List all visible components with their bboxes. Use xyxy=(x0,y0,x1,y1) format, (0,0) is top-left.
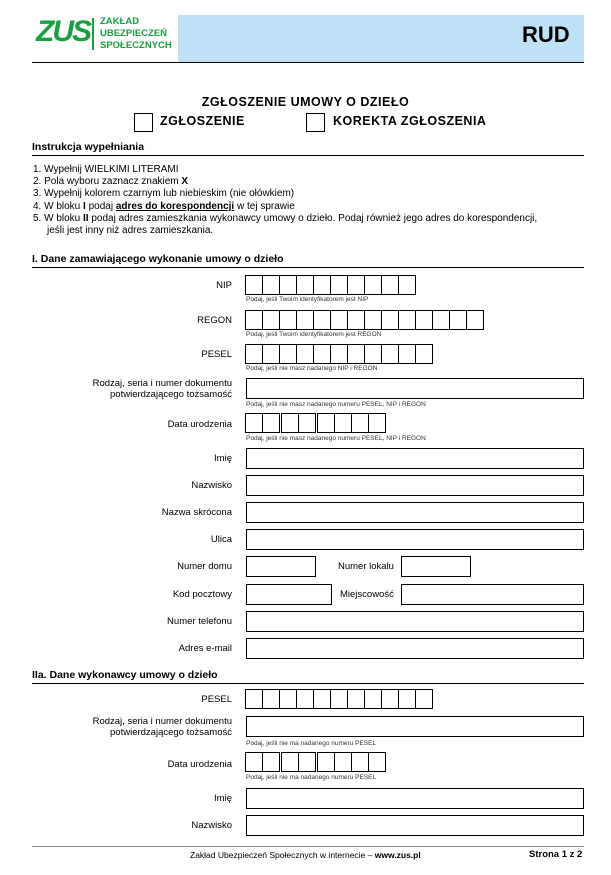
first-name-input[interactable] xyxy=(246,448,584,469)
input-cell[interactable] xyxy=(398,310,416,330)
input-cell[interactable] xyxy=(279,275,297,295)
input-cell[interactable] xyxy=(351,752,369,772)
input-cell[interactable] xyxy=(381,275,399,295)
instruction-item: 4. W bloku I podaj adres do korespondencji w tej sprawie xyxy=(33,200,295,212)
footer-divider xyxy=(32,846,584,847)
email-label: Adres e-mail xyxy=(178,643,232,654)
last-name-input[interactable] xyxy=(246,475,584,496)
nip-hint: Podaj, jeśli Twoim identyfikatorem jest NIP xyxy=(246,296,369,303)
logo-line-3: SPOŁECZNYCH xyxy=(100,40,172,51)
header-divider xyxy=(32,62,584,63)
input-cell[interactable] xyxy=(313,310,331,330)
footer-text: Zakład Ubezpieczeń Społecznych w internecie – www.zus.pl xyxy=(190,850,421,860)
contractor-first-name-input[interactable] xyxy=(246,788,584,809)
input-cell[interactable] xyxy=(398,344,416,364)
form-code: RUD xyxy=(522,22,570,47)
zgloszenie-label: ZGŁOSZENIE xyxy=(160,114,245,128)
input-cell[interactable] xyxy=(368,752,386,772)
document-input[interactable] xyxy=(246,378,584,399)
input-cell[interactable] xyxy=(281,413,299,433)
input-cell[interactable] xyxy=(330,310,348,330)
flat-number-label: Numer lokalu xyxy=(338,561,394,572)
birth-date-hint: Podaj, jeśli nie masz nadanego numeru PESEL, NIP i REGON xyxy=(246,435,426,442)
input-cell[interactable] xyxy=(279,689,297,709)
house-number-input[interactable] xyxy=(246,556,316,577)
contractor-last-name-label: Nazwisko xyxy=(191,820,232,831)
input-cell[interactable] xyxy=(415,344,433,364)
input-cell[interactable] xyxy=(313,344,331,364)
section1-divider xyxy=(32,267,584,268)
input-cell[interactable] xyxy=(334,752,352,772)
input-cell[interactable] xyxy=(317,752,335,772)
input-cell[interactable] xyxy=(279,344,297,364)
street-input[interactable] xyxy=(246,529,584,550)
input-cell[interactable] xyxy=(262,413,280,433)
house-number-label: Numer domu xyxy=(177,561,232,572)
logo-divider xyxy=(92,18,94,50)
input-cell[interactable] xyxy=(381,689,399,709)
flat-number-input[interactable] xyxy=(401,556,471,577)
instruction-item: 5. W bloku II podaj adres zamieszkania wykonawcy umowy o dzieło. Podaj również jego adres do korespondencji, xyxy=(33,212,538,224)
regon-hint: Podaj, jeśli Twoim identyfikatorem jest REGON xyxy=(246,331,382,338)
city-label: Miejscowość xyxy=(340,589,394,600)
contractor-birth-date-input[interactable] xyxy=(246,752,386,772)
nip-input[interactable] xyxy=(246,275,416,295)
input-cell[interactable] xyxy=(347,344,365,364)
regon-input[interactable] xyxy=(246,310,484,330)
input-cell[interactable] xyxy=(432,310,450,330)
input-cell[interactable] xyxy=(347,689,365,709)
input-cell[interactable] xyxy=(298,752,316,772)
pesel-input[interactable] xyxy=(246,344,433,364)
instructions-list xyxy=(33,164,588,237)
input-cell[interactable] xyxy=(364,344,382,364)
input-cell[interactable] xyxy=(245,413,263,433)
input-cell[interactable] xyxy=(317,413,335,433)
pesel-hint: Podaj, jeśli nie masz nadanego NIP i REGON xyxy=(246,365,378,372)
section2-title: IIa. Dane wykonawcy umowy o dzieło xyxy=(32,669,218,681)
korekta-checkbox[interactable] xyxy=(306,113,325,132)
input-cell[interactable] xyxy=(381,310,399,330)
contractor-last-name-input[interactable] xyxy=(246,815,584,836)
birth-date-label: Data urodzenia xyxy=(167,419,232,430)
instruction-continuation: jeśli jest inny niż adres zamieszkania. xyxy=(47,225,214,237)
contractor-document-label: Rodzaj, seria i numer dokumentu potwierdzającego tożsamość xyxy=(92,716,232,738)
input-cell[interactable] xyxy=(262,752,280,772)
input-cell[interactable] xyxy=(334,413,352,433)
input-cell[interactable] xyxy=(347,310,365,330)
input-cell[interactable] xyxy=(398,689,416,709)
short-name-input[interactable] xyxy=(246,502,584,523)
page-number: Strona 1 z 2 xyxy=(529,849,583,860)
input-cell[interactable] xyxy=(245,752,263,772)
input-cell[interactable] xyxy=(415,689,433,709)
footer-url[interactable]: www.zus.pl xyxy=(374,850,421,860)
input-cell[interactable] xyxy=(330,344,348,364)
input-cell[interactable] xyxy=(330,275,348,295)
input-cell[interactable] xyxy=(313,275,331,295)
input-cell[interactable] xyxy=(281,752,299,772)
input-cell[interactable] xyxy=(364,310,382,330)
birth-date-input[interactable] xyxy=(246,413,386,433)
input-cell[interactable] xyxy=(262,275,280,295)
input-cell[interactable] xyxy=(466,310,484,330)
instruction-item: 1. Wypełnij WIELKIMI LITERAMI xyxy=(33,164,179,175)
input-cell[interactable] xyxy=(245,689,263,709)
contractor-birth-date-label: Data urodzenia xyxy=(167,759,232,770)
input-cell[interactable] xyxy=(364,689,382,709)
pesel-label: PESEL xyxy=(201,349,232,360)
input-cell[interactable] xyxy=(296,275,314,295)
input-cell[interactable] xyxy=(296,310,314,330)
input-cell[interactable] xyxy=(398,275,416,295)
logo-line-1: ZAKŁAD xyxy=(100,16,140,27)
korekta-label: KOREKTA ZGŁOSZENIA xyxy=(333,114,487,128)
first-name-label: Imię xyxy=(214,453,232,464)
input-cell[interactable] xyxy=(381,344,399,364)
email-input[interactable] xyxy=(246,638,584,659)
instruction-item: 3. Wypełnij kolorem czarnym lub niebieskim (nie ołówkiem) xyxy=(33,188,295,200)
input-cell[interactable] xyxy=(245,310,263,330)
contractor-pesel-input[interactable] xyxy=(246,689,433,709)
input-cell[interactable] xyxy=(351,413,369,433)
instructions-title: Instrukcja wypełniania xyxy=(32,141,145,153)
input-cell[interactable] xyxy=(296,689,314,709)
instruction-item: 2. Pola wyboru zaznacz znakiem X xyxy=(33,176,189,188)
contractor-pesel-label: PESEL xyxy=(201,694,232,705)
street-label: Ulica xyxy=(210,534,232,545)
section2-divider xyxy=(32,683,584,684)
input-cell[interactable] xyxy=(296,344,314,364)
zus-logo-mark: ZUS xyxy=(36,15,90,48)
short-name-label: Nazwa skrócona xyxy=(161,507,232,518)
contractor-document-hint: Podaj, jeśli nie ma nadanego numeru PESEL xyxy=(246,740,377,747)
zgloszenie-checkbox[interactable] xyxy=(134,113,153,132)
contractor-document-input[interactable] xyxy=(246,716,584,737)
input-cell[interactable] xyxy=(262,689,280,709)
contractor-birth-date-hint: Podaj, jeśli nie ma nadanego numeru PESEL xyxy=(246,774,377,781)
input-cell[interactable] xyxy=(330,689,348,709)
input-cell[interactable] xyxy=(262,344,280,364)
document-hint: Podaj, jeśli nie masz nadanego numeru PESEL, NIP i REGON xyxy=(246,401,426,408)
input-cell[interactable] xyxy=(298,413,316,433)
regon-label: REGON xyxy=(197,315,232,326)
input-cell[interactable] xyxy=(347,275,365,295)
postal-code-label: Kod pocztowy xyxy=(172,589,232,600)
phone-label: Numer telefonu xyxy=(167,616,232,627)
logo-line-2: UBEZPIECZEŃ xyxy=(100,28,168,39)
input-cell[interactable] xyxy=(415,310,433,330)
input-cell[interactable] xyxy=(262,310,280,330)
input-cell[interactable] xyxy=(245,344,263,364)
section1-title: I. Dane zamawiającego wykonanie umowy o dzieło xyxy=(32,253,284,265)
contractor-first-name-label: Imię xyxy=(214,793,232,804)
city-input[interactable] xyxy=(401,584,584,605)
input-cell[interactable] xyxy=(279,310,297,330)
zus-logo-text xyxy=(100,16,172,52)
input-cell[interactable] xyxy=(449,310,467,330)
instructions-divider xyxy=(32,155,584,156)
phone-input[interactable] xyxy=(246,611,584,632)
postal-code-input[interactable] xyxy=(246,584,332,605)
form-title: ZGŁOSZENIE UMOWY O DZIEŁO xyxy=(201,95,410,109)
document-label: Rodzaj, seria i numer dokumentu potwierdzającego tożsamość xyxy=(92,378,232,400)
input-cell[interactable] xyxy=(368,413,386,433)
last-name-label: Nazwisko xyxy=(191,480,232,491)
input-cell[interactable] xyxy=(245,275,263,295)
input-cell[interactable] xyxy=(313,689,331,709)
nip-label: NIP xyxy=(216,280,232,291)
input-cell[interactable] xyxy=(364,275,382,295)
